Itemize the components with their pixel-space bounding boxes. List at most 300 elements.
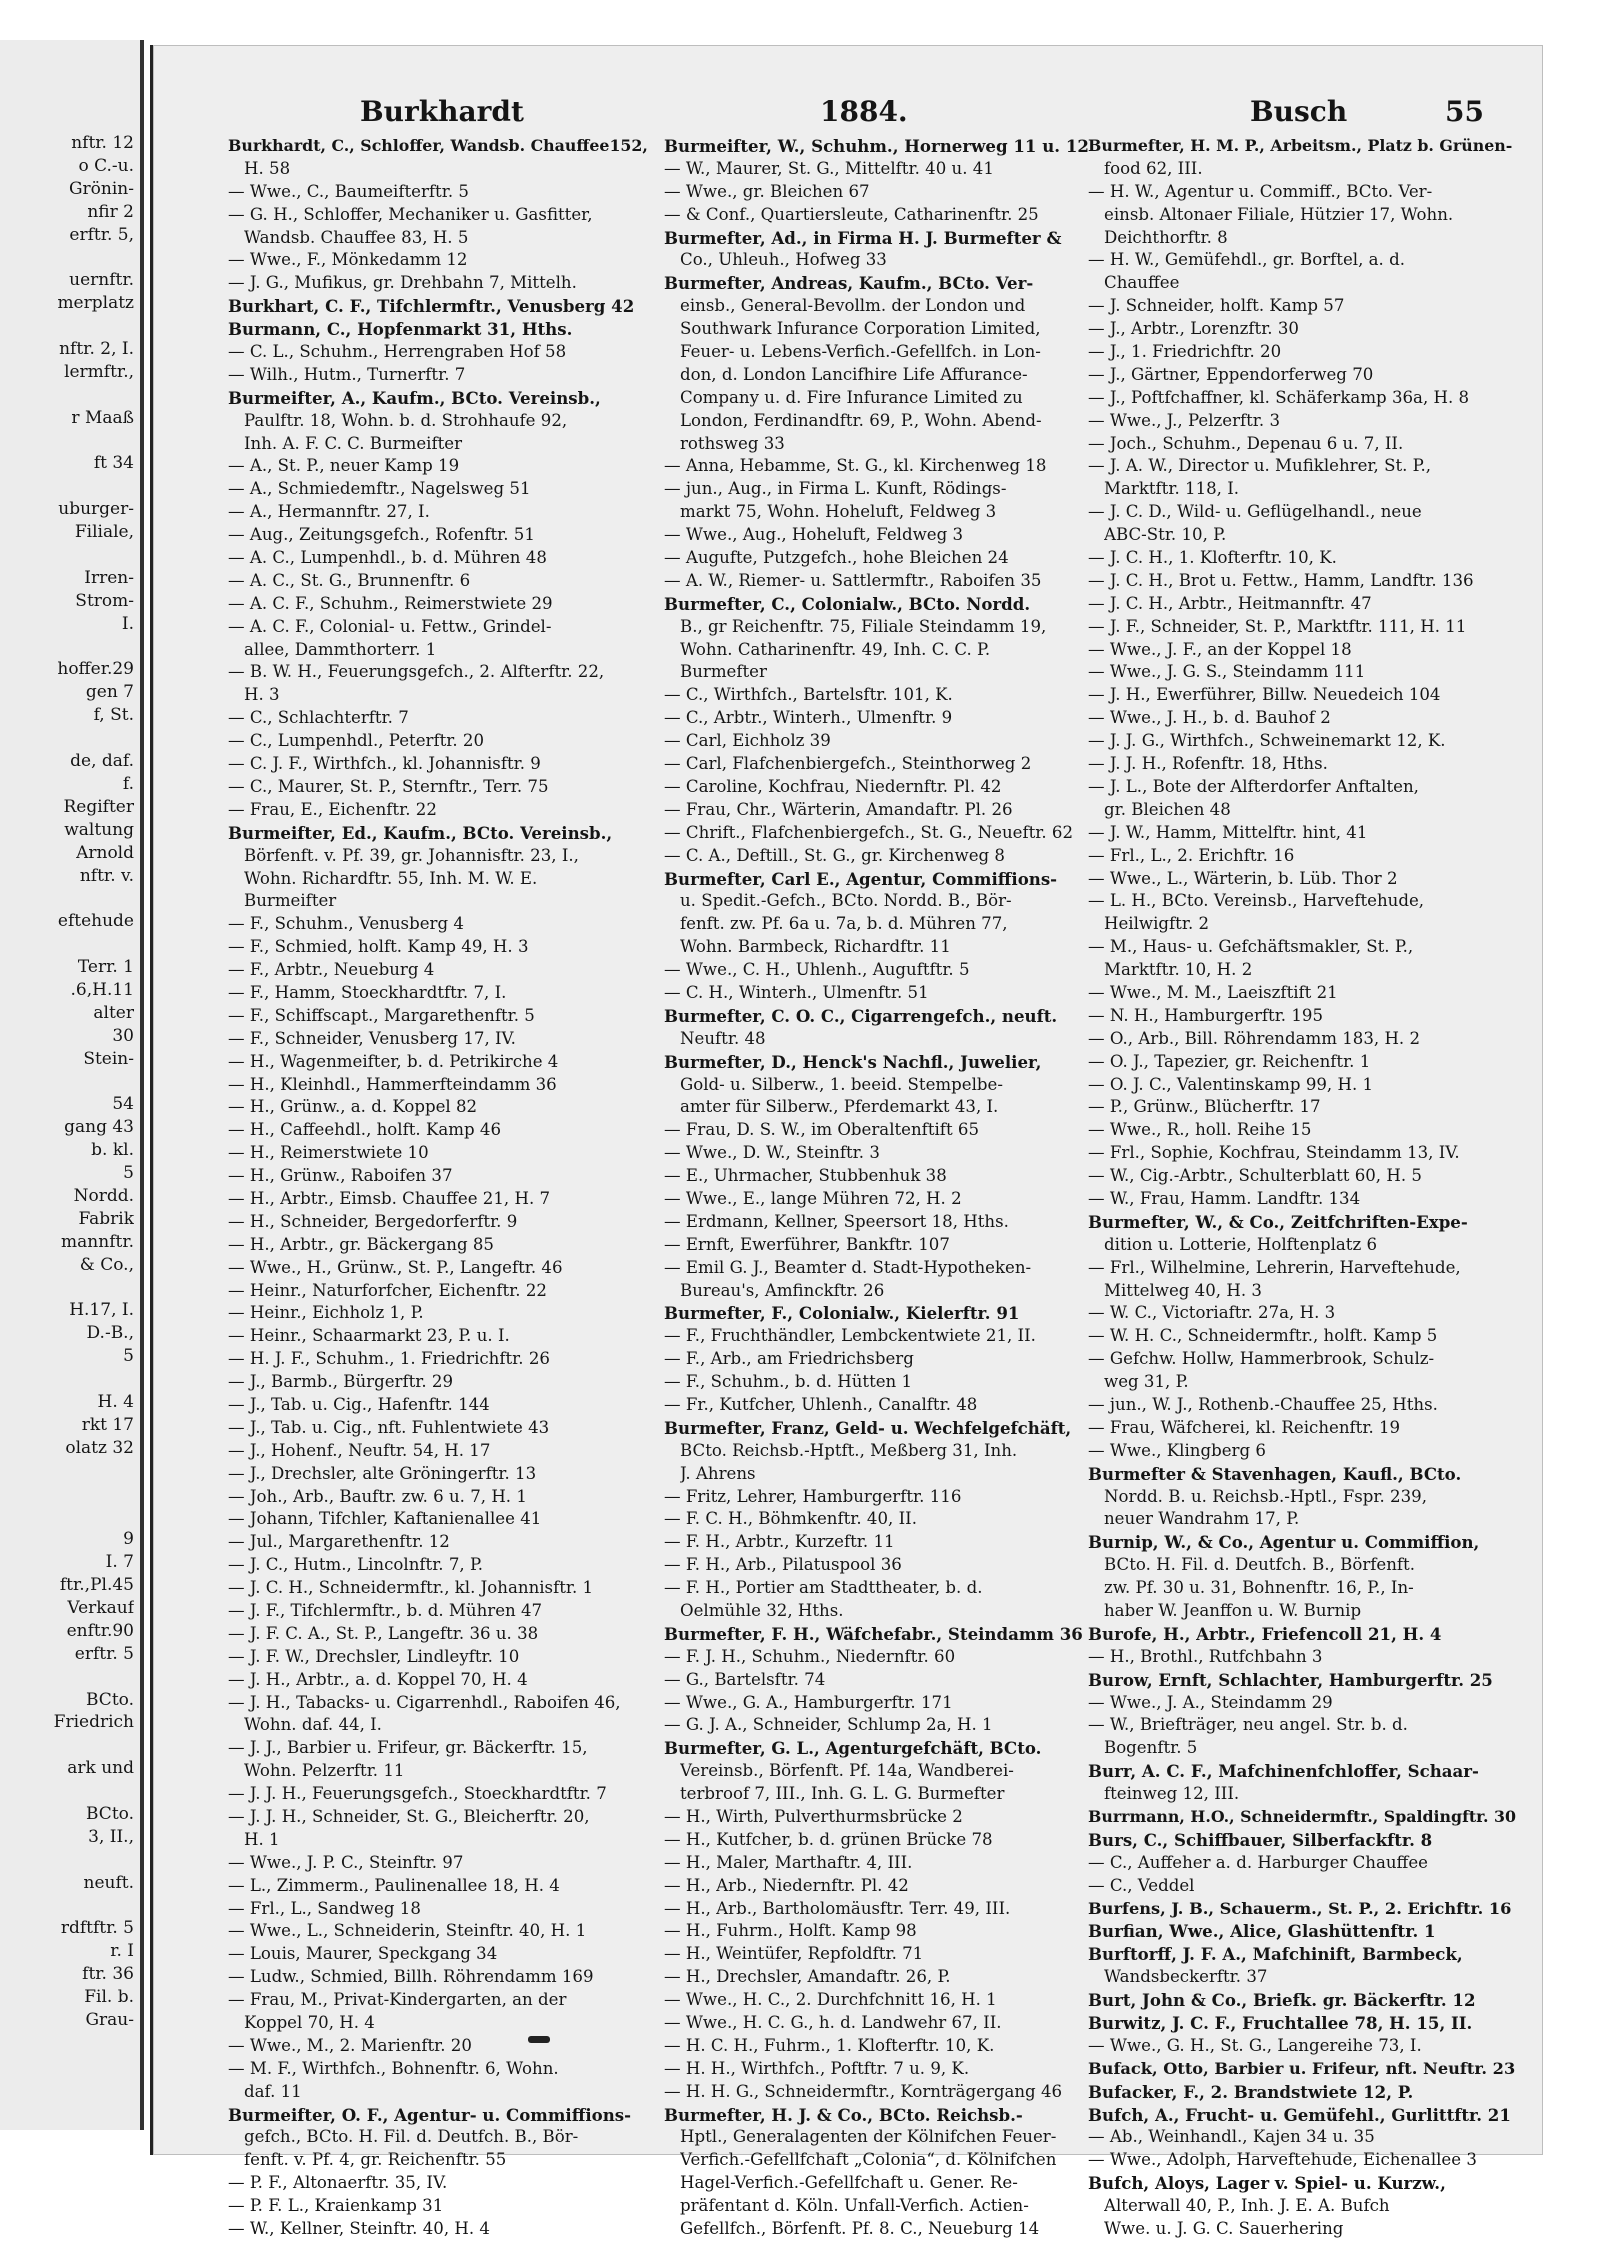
directory-entry bbox=[664, 1234, 1092, 1257]
entry-line: Burwitz, J. C. F., Fruchtallee 78, H. 15, II. bbox=[1088, 2013, 1473, 2034]
fragment-line: ftr.,Pl.45 bbox=[59, 1575, 134, 1596]
fragment-line: 5 bbox=[123, 1346, 134, 1367]
directory-entry bbox=[1088, 1096, 1516, 1119]
directory-entry bbox=[1088, 1943, 1516, 1989]
directory-entry bbox=[1088, 868, 1516, 891]
column-middle bbox=[664, 135, 1092, 2241]
entry-line: Burmefter, Carl E., Agentur, Commiffions- bbox=[664, 868, 1058, 889]
directory-entry bbox=[1088, 1875, 1516, 1898]
entry-line: — Wwe., C. H., Uhlenh., Auguftftr. 5 bbox=[664, 960, 970, 980]
fragment-line: enftr.90 bbox=[66, 1620, 134, 1641]
directory-entry bbox=[228, 822, 656, 914]
entry-line: Burow, Ernft, Schlachter, Hamburgerftr. 25 bbox=[1088, 1669, 1493, 1690]
directory-entry bbox=[228, 1417, 656, 1440]
entry-line: — H. H. G., Schneidermftr., Kornträgergang 46 bbox=[664, 2081, 1063, 2101]
entry-line: Burmefter, Franz, Geld- u. Wechfelgefchäft, bbox=[664, 1417, 1072, 1438]
entry-line: — H., Maler, Marthaftr. 4, III. bbox=[664, 1852, 913, 1872]
page-number: 55 bbox=[1445, 95, 1484, 128]
header-year: 1884. bbox=[820, 95, 908, 128]
fragment-line: ftr. 36 bbox=[82, 1964, 134, 1985]
directory-entry bbox=[664, 1989, 1092, 2012]
entry-line: — H., Brothl., Rutfchbahn 3 bbox=[1088, 1646, 1323, 1666]
directory-entry bbox=[664, 1966, 1092, 1989]
directory-entry bbox=[228, 364, 656, 387]
directory-entry bbox=[1088, 684, 1516, 707]
fragment-line: waltung bbox=[64, 819, 134, 840]
entry-line: — Gefchw. Hollw, Hammerbrook, Schulz- bbox=[1088, 1349, 1435, 1369]
entry-line: Burmefter, C., Colonialw., BCto. Nordd. bbox=[664, 593, 1031, 614]
entry-line: — Frau, D. S. W., im Oberaltenftift 65 bbox=[664, 1120, 979, 1140]
directory-entry bbox=[228, 1486, 656, 1509]
entry-line: Deichthorftr. 8 bbox=[1104, 227, 1228, 247]
directory-entry bbox=[664, 455, 1092, 478]
directory-entry bbox=[664, 135, 1092, 158]
entry-line: allee, Dammthorterr. 1 bbox=[244, 639, 437, 659]
entry-line: — F., Schmied, holft. Kamp 49, H. 3 bbox=[228, 937, 529, 957]
entry-line: — J., Arbtr., Lorenzftr. 30 bbox=[1088, 319, 1299, 339]
entry-line: — J. J. H., Schneider, St. G., Bleicherftr. 20, bbox=[228, 1807, 590, 1827]
fragment-line bbox=[0, 1780, 134, 1803]
directory-entry bbox=[228, 2195, 656, 2218]
entry-line: — Aug., Zeitungsgefch., Rofenftr. 51 bbox=[228, 525, 535, 545]
entry-line: Burkhart, C. F., Tifchlermftr., Venusberg 42 bbox=[228, 296, 635, 317]
entry-line: — W. C., Victoriaftr. 27a, H. 3 bbox=[1088, 1303, 1336, 1323]
directory-entry bbox=[1088, 1074, 1516, 1097]
directory-entry bbox=[1088, 1325, 1516, 1348]
entry-line: Burmefter bbox=[680, 662, 767, 682]
entry-line: — H. J. F., Schuhm., 1. Friedrichftr. 26 bbox=[228, 1349, 550, 1369]
directory-entry bbox=[1088, 341, 1516, 364]
fragment-line: Fabrik bbox=[78, 1208, 134, 1229]
entry-line: Burmefter, C. O. C., Cigarrengefch., neuft. bbox=[664, 1005, 1058, 1026]
entry-line: — H., Arbtr., Eimsb. Chauffee 21, H. 7 bbox=[228, 1188, 551, 1208]
directory-entry bbox=[228, 1966, 656, 1989]
entry-line: Burmefter, D., Henck's Nachfl., Juwelier, bbox=[664, 1051, 1042, 1072]
entry-line: Bufacker, F., 2. Brandstwiete 12, P. bbox=[1088, 2081, 1414, 2102]
fragment-line bbox=[0, 1895, 134, 1918]
entry-line: — Wwe., M., 2. Marienftr. 20 bbox=[228, 2035, 472, 2055]
directory-entry bbox=[228, 1005, 656, 1028]
fragment-line: nftr. 12 bbox=[71, 133, 134, 153]
entry-line: — F. J. H., Schuhm., Niedernftr. 60 bbox=[664, 1646, 956, 1666]
fragment-line bbox=[0, 1460, 134, 1483]
entry-line: — J. C. H., Brot u. Fettw., Hamm, Landftr. 136 bbox=[1088, 570, 1474, 590]
entry-line: — Ernft, Ewerführer, Bankftr. 107 bbox=[664, 1234, 950, 1254]
directory-entry bbox=[1088, 1051, 1516, 1074]
entry-line: amter für Silberw., Pferdemarkt 43, I. bbox=[680, 1097, 999, 1117]
directory-entry bbox=[228, 570, 656, 593]
entry-line: Burr, A. C. F., Mafchinenfchloffer, Schaar- bbox=[1088, 1761, 1479, 1782]
directory-entry bbox=[1088, 364, 1516, 387]
entry-line: — Wwe., G. A., Hamburgerftr. 171 bbox=[664, 1692, 953, 1712]
entry-line: fenft. v. Pf. 4, gr. Reichenftr. 55 bbox=[244, 2150, 507, 2170]
fragment-line bbox=[0, 1849, 134, 1872]
entry-line: fenft. zw. Pf. 6a u. 7a, b. d. Mühren 77, bbox=[680, 914, 1008, 934]
fragment-line: r. I bbox=[110, 1941, 134, 1962]
directory-entry bbox=[664, 822, 1092, 845]
directory-entry bbox=[664, 227, 1092, 273]
previous-page-edge bbox=[0, 40, 144, 2130]
fragment-line bbox=[0, 636, 134, 659]
directory-entry bbox=[1088, 822, 1516, 845]
directory-entry bbox=[1088, 776, 1516, 822]
directory-entry bbox=[1088, 1302, 1516, 1325]
directory-entry bbox=[228, 1234, 656, 1257]
entry-line: — J. J., Barbier u. Frifeur, gr. Bäckerftr. 15, bbox=[228, 1738, 588, 1758]
directory-entry bbox=[228, 959, 656, 982]
entry-line: rothsweg 33 bbox=[680, 433, 785, 453]
directory-entry bbox=[664, 1371, 1092, 1394]
directory-entry bbox=[1088, 2126, 1516, 2149]
directory-entry bbox=[664, 1920, 1092, 1943]
entry-line: Burmefter, Andreas, Kaufm., BCto. Ver- bbox=[664, 273, 1034, 294]
fragment-line: gen 7 bbox=[85, 682, 134, 703]
entry-line: — Frl., Wilhelmine, Lehrerin, Harveftehude, bbox=[1088, 1257, 1461, 1277]
fragment-line bbox=[0, 1666, 134, 1689]
entry-line: Wohn. Richardftr. 55, Inh. M. W. E. bbox=[244, 868, 538, 888]
entry-line: Wandsbeckerftr. 37 bbox=[1104, 1967, 1268, 1987]
entry-line: Neuftr. 48 bbox=[680, 1028, 766, 1048]
entry-line: Burmann, C., Hopfenmarkt 31, Hths. bbox=[228, 319, 573, 340]
directory-entry bbox=[664, 181, 1092, 204]
entry-line: — Jul., Margarethenftr. 12 bbox=[228, 1532, 450, 1552]
entry-line: Co., Uhleuh., Hofweg 33 bbox=[680, 250, 887, 270]
fragment-line: de, daf. bbox=[70, 751, 134, 772]
fragment-line: f. bbox=[122, 773, 134, 794]
directory-entry bbox=[1088, 295, 1516, 318]
directory-entry bbox=[664, 2104, 1092, 2241]
entry-line: Southwark Infurance Corporation Limited, bbox=[680, 319, 1041, 339]
entry-line: Burmefter, H. J. & Co., BCto. Reichsb.- bbox=[664, 2104, 1023, 2125]
entry-line: dition u. Lotterie, Holftenplatz 6 bbox=[1104, 1234, 1378, 1254]
entry-line: B., gr Reichenftr. 75, Filiale Steindamm 19, bbox=[680, 616, 1047, 636]
entry-line: — Erdmann, Kellner, Speersort 18, Hths. bbox=[664, 1211, 1009, 1231]
entry-line: — O. J., Tapezier, gr. Reichenftr. 1 bbox=[1088, 1051, 1371, 1071]
directory-entry bbox=[1088, 1211, 1516, 1257]
directory-entry bbox=[1088, 1852, 1516, 1875]
entry-line: — J. L., Bote der Alfterdorfer Anftalten, bbox=[1088, 776, 1419, 796]
directory-entry bbox=[664, 753, 1092, 776]
fragment-line: uernftr. bbox=[69, 270, 134, 291]
entry-line: — J., Hohenf., Neuftr. 54, H. 17 bbox=[228, 1440, 491, 1460]
directory-entry bbox=[228, 204, 656, 250]
entry-line: — H., Arb., Bartholomäusftr. Terr. 49, III. bbox=[664, 1898, 1011, 1918]
directory-entry bbox=[228, 1257, 656, 1280]
entry-line: — H., Grünw., a. d. Koppel 82 bbox=[228, 1097, 478, 1117]
entry-line: — H., Arbtr., gr. Bäckergang 85 bbox=[228, 1234, 494, 1254]
entry-line: — A., Hermannftr. 27, I. bbox=[228, 502, 430, 522]
directory-entry bbox=[664, 1211, 1092, 1234]
entry-line: Burnip, W., & Co., Agentur u. Commiffion, bbox=[1088, 1532, 1480, 1553]
directory-entry bbox=[1088, 1531, 1516, 1623]
directory-entry bbox=[228, 2058, 656, 2104]
directory-entry bbox=[1088, 2172, 1516, 2241]
entry-line: — C. H., Winterh., Ulmenftr. 51 bbox=[664, 982, 929, 1002]
entry-line: — J., Tab. u. Cig., Hafenftr. 144 bbox=[228, 1394, 490, 1414]
column-right bbox=[1088, 135, 1516, 2241]
fragment-line bbox=[0, 1505, 134, 1528]
entry-line: — E., Uhrmacher, Stubbenhuk 38 bbox=[664, 1166, 947, 1186]
entry-line: — Wwe., Klingberg 6 bbox=[1088, 1440, 1266, 1460]
entry-line: — Frau, Chr., Wärterin, Amandaftr. Pl. 26 bbox=[664, 799, 1013, 819]
fragment-line: hoffer.29 bbox=[57, 659, 134, 680]
entry-line: — H., Grünw., Raboifen 37 bbox=[228, 1166, 453, 1186]
entry-line: — Emil G. J., Beamter d. Stadt-Hypotheken- bbox=[664, 1257, 1032, 1277]
entry-line: Burmeifter, W., Schuhm., Hornerweg 11 u. 12 bbox=[664, 136, 1089, 156]
entry-line: — Wwe., E., lange Mühren 72, H. 2 bbox=[664, 1188, 962, 1208]
entry-line: — F., Schuhm., Venusberg 4 bbox=[228, 914, 464, 934]
directory-entry bbox=[228, 1348, 656, 1371]
directory-entry bbox=[664, 1119, 1092, 1142]
directory-entry bbox=[664, 1302, 1092, 1325]
entry-line: — H. H., Wirthfch., Poftftr. 7 u. 9, K. bbox=[664, 2058, 970, 2078]
fragment-line: neuft. bbox=[83, 1872, 134, 1893]
entry-line: Hptl., Generalagenten der Kölnifchen Feuer- bbox=[680, 2127, 1057, 2147]
entry-line: terbroof 7, III., Inh. G. L. G. Burmefter bbox=[680, 1784, 1005, 1804]
entry-line: — J. Schneider, holft. Kamp 57 bbox=[1088, 296, 1345, 316]
entry-line: — J. C. H., 1. Klofterftr. 10, K. bbox=[1088, 548, 1337, 568]
fragment-line: 3, II., bbox=[88, 1826, 134, 1847]
entry-line: — Ludw., Schmied, Billh. Röhrendamm 169 bbox=[228, 1967, 594, 1987]
directory-entry bbox=[228, 1875, 656, 1898]
entry-line: — J. F. C. A., St. P., Langeftr. 36 u. 38 bbox=[228, 1623, 539, 1643]
entry-line: Alterwall 40, P., Inh. J. E. A. Bufch bbox=[1104, 2196, 1390, 2216]
entry-line: Bogenftr. 5 bbox=[1104, 1738, 1198, 1758]
directory-entry bbox=[228, 1577, 656, 1600]
directory-entry bbox=[228, 1692, 656, 1738]
entry-line: — J. C. H., Arbtr., Heitmannftr. 47 bbox=[1088, 593, 1372, 613]
entry-line: — M., Haus- u. Gefchäftsmakler, St. P., bbox=[1088, 937, 1414, 957]
directory-entry bbox=[664, 799, 1092, 822]
entry-line: — Carl, Flafchenbiergefch., Steinthorweg 2 bbox=[664, 754, 1032, 774]
directory-entry bbox=[664, 524, 1092, 547]
directory-entry bbox=[1088, 1005, 1516, 1028]
fragment-line: Irren- bbox=[84, 567, 134, 588]
entry-line: Burmeifter, Ed., Kaufm., BCto. Vereinsb., bbox=[228, 822, 613, 843]
directory-entry bbox=[228, 295, 656, 318]
fragment-line: Regifter bbox=[63, 796, 134, 817]
entry-line: Inh. A. F. C. C. Burmeifter bbox=[244, 433, 463, 453]
entry-line: — J. C. D., Wild- u. Geflügelhandl., neue bbox=[1088, 502, 1422, 522]
directory-entry bbox=[1088, 616, 1516, 639]
entry-line: Burfian, Wwe., Alice, Glashüttenftr. 1 bbox=[1088, 1921, 1436, 1942]
directory-entry bbox=[228, 1028, 656, 1051]
directory-entry bbox=[228, 1737, 656, 1783]
entry-line: Burrmann, H.O., Schneidermftr., Spaldingftr. 30 bbox=[1088, 1807, 1516, 1827]
directory-entry bbox=[664, 1486, 1092, 1509]
entry-line: — Heinr., Schaarmarkt 23, P. u. I. bbox=[228, 1326, 510, 1346]
entry-line: — A. C., Lumpenhdl., b. d. Mühren 48 bbox=[228, 548, 547, 568]
entry-line: — F. H., Portier am Stadttheater, b. d. bbox=[664, 1578, 983, 1598]
entry-line: — H., Reimerstwiete 10 bbox=[228, 1143, 429, 1163]
directory-entry bbox=[1088, 2081, 1516, 2104]
fragment-line: .6,H.11 bbox=[70, 979, 134, 1000]
entry-line: Paulftr. 18, Wohn. b. d. Strohhaufe 92, bbox=[244, 410, 568, 430]
fragment-line: Fil. b. bbox=[84, 1987, 134, 2008]
entry-line: — G. J. A., Schneider, Schlump 2a, H. 1 bbox=[664, 1715, 993, 1735]
entry-line: — Chrift., Flafchenbiergefch., St. G., Neueftr. 62 bbox=[664, 822, 1074, 842]
entry-line: — Frl., Sophie, Kochfrau, Steindamm 13, IV. bbox=[1088, 1143, 1460, 1163]
fragment-line: I. bbox=[121, 613, 134, 634]
directory-entry bbox=[664, 547, 1092, 570]
directory-entry bbox=[1088, 845, 1516, 868]
entry-line: Wohn. Pelzerftr. 11 bbox=[244, 1761, 405, 1781]
fragment-line bbox=[0, 1071, 134, 1094]
entry-line: — J. C., Hutm., Lincolnftr. 7, P. bbox=[228, 1555, 484, 1575]
entry-line: Burmefter, F., Colonialw., Kielerftr. 91 bbox=[664, 1303, 1020, 1324]
directory-entry bbox=[228, 982, 656, 1005]
directory-entry bbox=[1088, 1188, 1516, 1211]
directory-entry bbox=[228, 524, 656, 547]
entry-line: Gold- u. Silberw., 1. beeid. Stempelbe- bbox=[680, 1074, 1003, 1094]
entry-line: — H. C. H., Fuhrm., 1. Klofterftr. 10, K. bbox=[664, 2035, 995, 2055]
directory-entry bbox=[1088, 1806, 1516, 1829]
directory-entry bbox=[1088, 1394, 1516, 1417]
entry-line: — A. C., St. G., Brunnenftr. 6 bbox=[228, 570, 471, 590]
directory-entry bbox=[228, 2104, 656, 2173]
directory-entry bbox=[228, 799, 656, 822]
directory-entry bbox=[228, 753, 656, 776]
entry-line: — C., Schlachterftr. 7 bbox=[228, 708, 409, 728]
fragment-line: Grönin- bbox=[68, 178, 134, 199]
entry-line: Burofe, H., Arbtr., Friefencoll 21, H. 4 bbox=[1088, 1623, 1442, 1644]
entry-line: Marktftr. 118, I. bbox=[1104, 479, 1240, 499]
entry-line: — F., Arb., am Friedrichsberg bbox=[664, 1349, 914, 1369]
entry-line: — N. H., Hamburgerftr. 195 bbox=[1088, 1005, 1324, 1025]
entry-line: Nordd. B. u. Reichsb.-Hptl., Fspr. 239, bbox=[1104, 1486, 1427, 1506]
entry-line: — C. L., Schuhm., Herrengraben Hof 58 bbox=[228, 342, 567, 362]
directory-entry bbox=[228, 1371, 656, 1394]
directory-entry bbox=[228, 616, 656, 662]
entry-line: — Wwe., J. A., Steindamm 29 bbox=[1088, 1692, 1333, 1712]
directory-entry bbox=[1088, 249, 1516, 295]
directory-entry bbox=[1088, 1920, 1516, 1943]
entry-line: einsb. Altonaer Filiale, Hützier 17, Wohn. bbox=[1104, 204, 1454, 224]
fragment-line: erftr. 5 bbox=[74, 1643, 134, 1664]
entry-line: zw. Pf. 30 u. 31, Bohnenftr. 16, P., In- bbox=[1104, 1578, 1414, 1598]
entry-line: — C., Maurer, St. P., Sternftr., Terr. 75 bbox=[228, 776, 549, 796]
directory-entry bbox=[664, 158, 1092, 181]
entry-line: H. 3 bbox=[244, 685, 280, 705]
page-mark bbox=[528, 2036, 550, 2043]
entry-line: — W., Cig.-Arbtr., Schulterblatt 60, H. 5 bbox=[1088, 1166, 1422, 1186]
directory-entry bbox=[228, 1989, 656, 2035]
fragment-line: o C.-u. bbox=[78, 155, 134, 176]
page-header bbox=[220, 95, 1515, 135]
header-left-word: Burkhardt bbox=[360, 95, 524, 128]
entry-line: präfentant d. Köln. Unfall-Verfich. Actien- bbox=[680, 2196, 1029, 2216]
entry-line: Wohn. daf. 44, I. bbox=[244, 1715, 382, 1735]
directory-entry bbox=[228, 936, 656, 959]
entry-line: Bufack, Otto, Barbier u. Frifeur, nft. Neuftr. 23 bbox=[1088, 2058, 1516, 2078]
directory-entry bbox=[664, 1577, 1092, 1623]
directory-entry bbox=[228, 341, 656, 364]
directory-entry bbox=[1088, 387, 1516, 410]
directory-entry bbox=[228, 1531, 656, 1554]
entry-line: — Wwe., J. F., an der Koppel 18 bbox=[1088, 639, 1352, 659]
directory-entry bbox=[664, 1875, 1092, 1898]
directory-entry bbox=[664, 1051, 1092, 1120]
entry-line: Marktftr. 10, H. 2 bbox=[1104, 960, 1253, 980]
entry-line: haber W. Jeanffon u. W. Burnip bbox=[1104, 1601, 1362, 1620]
entry-line: — Wwe., J. G. S., Steindamm 111 bbox=[1088, 662, 1366, 682]
fragment-line: H.17, I. bbox=[69, 1300, 134, 1321]
entry-line: Heilwigftr. 2 bbox=[1104, 914, 1210, 934]
directory-entry bbox=[228, 1920, 656, 1943]
entry-line: — J. J. H., Rofenftr. 18, Hths. bbox=[1088, 754, 1328, 774]
directory-entry bbox=[228, 1508, 656, 1531]
entry-line: — Frau, Wäfcherei, kl. Reichenftr. 19 bbox=[1088, 1417, 1401, 1437]
directory-entry bbox=[228, 1165, 656, 1188]
fragment-line: f, St. bbox=[93, 705, 134, 726]
directory-entry bbox=[664, 2012, 1092, 2035]
directory-entry bbox=[664, 1714, 1092, 1737]
entry-line: gr. Bleichen 48 bbox=[1104, 799, 1231, 819]
entry-line: — Wwe., J., Pelzerftr. 3 bbox=[1088, 410, 1281, 430]
previous-page-fragments bbox=[0, 40, 140, 2032]
directory-entry bbox=[228, 1554, 656, 1577]
directory-entry bbox=[228, 1623, 656, 1646]
fragment-line: Terr. 1 bbox=[77, 957, 134, 978]
entry-line: — Joh., Arb., Bauftr. zw. 6 u. 7, H. 1 bbox=[228, 1486, 527, 1506]
directory-entry bbox=[1088, 547, 1516, 570]
entry-line: — J. H., Tabacks- u. Cigarrenhdl., Raboifen 46, bbox=[228, 1692, 621, 1712]
directory-entry bbox=[1088, 1989, 1516, 2012]
directory-entry bbox=[228, 1600, 656, 1623]
fragment-line: erftr. 5, bbox=[69, 224, 134, 245]
entry-line: Company u. d. Fire Infurance Limited zu bbox=[680, 387, 1023, 407]
directory-entry bbox=[228, 1142, 656, 1165]
entry-line: — H., Wirth, Pulverthurmsbrücke 2 bbox=[664, 1807, 963, 1827]
entry-line: — Caroline, Kochfrau, Niedernftr. Pl. 42 bbox=[664, 776, 1002, 796]
entry-line: — C., Auffeher a. d. Harburger Chauffee bbox=[1088, 1852, 1428, 1872]
directory-entry bbox=[228, 1806, 656, 1852]
entry-line: — W., Briefträger, neu angel. Str. b. d. bbox=[1088, 1715, 1408, 1735]
directory-entry bbox=[1088, 1165, 1516, 1188]
entry-line: Burmefter, G. L., Agenturgefchäft, BCto. bbox=[664, 1738, 1042, 1759]
directory-entry bbox=[1088, 661, 1516, 684]
directory-entry bbox=[664, 1806, 1092, 1829]
directory-entry bbox=[664, 1623, 1092, 1646]
entry-line: Burmefter, Ad., in Firma H. J. Burmefter & bbox=[664, 227, 1062, 248]
directory-entry bbox=[664, 959, 1092, 982]
directory-entry bbox=[1088, 570, 1516, 593]
entry-line: — C. A., Deftill., St. G., gr. Kirchenweg 8 bbox=[664, 845, 1005, 865]
entry-line: — J. H., Ewerführer, Billw. Neuedeich 104 bbox=[1088, 685, 1441, 705]
directory-entry bbox=[1088, 1257, 1516, 1303]
directory-entry bbox=[1088, 890, 1516, 936]
directory-entry bbox=[664, 1692, 1092, 1715]
entry-line: — J. F., Schneider, St. P., Marktftr. 111, H. 11 bbox=[1088, 616, 1467, 636]
fragment-line bbox=[0, 430, 134, 453]
directory-entry bbox=[1088, 936, 1516, 982]
entry-line: Burmefter, W., & Co., Zeitfchriften-Expe- bbox=[1088, 1211, 1468, 1232]
entry-line: — A., Schmiedemftr., Nagelsweg 51 bbox=[228, 479, 531, 499]
directory-entry bbox=[664, 1325, 1092, 1348]
entry-line: — jun., W. J., Rothenb.-Chauffee 25, Hths. bbox=[1088, 1394, 1438, 1414]
entry-line: Burmefter, H. M. P., Arbeitsm., Platz b. Grünen- bbox=[1088, 136, 1513, 155]
entry-line: — Louis, Maurer, Speckgang 34 bbox=[228, 1944, 498, 1964]
entry-line: — J. G., Mufikus, gr. Drehbahn 7, Mittelh. bbox=[228, 273, 577, 293]
entry-line: fteinweg 12, III. bbox=[1104, 1784, 1240, 1804]
directory-entry bbox=[664, 1898, 1092, 1921]
fragment-line bbox=[0, 933, 134, 956]
fragment-line: merplatz bbox=[57, 293, 134, 314]
entry-line: markt 75, Wohn. Hoheluft, Feldweg 3 bbox=[680, 502, 997, 522]
entry-line: — C., Veddel bbox=[1088, 1875, 1195, 1895]
entry-line: ABC-Str. 10, P. bbox=[1104, 525, 1227, 545]
fragment-line: ft 34 bbox=[93, 453, 134, 474]
